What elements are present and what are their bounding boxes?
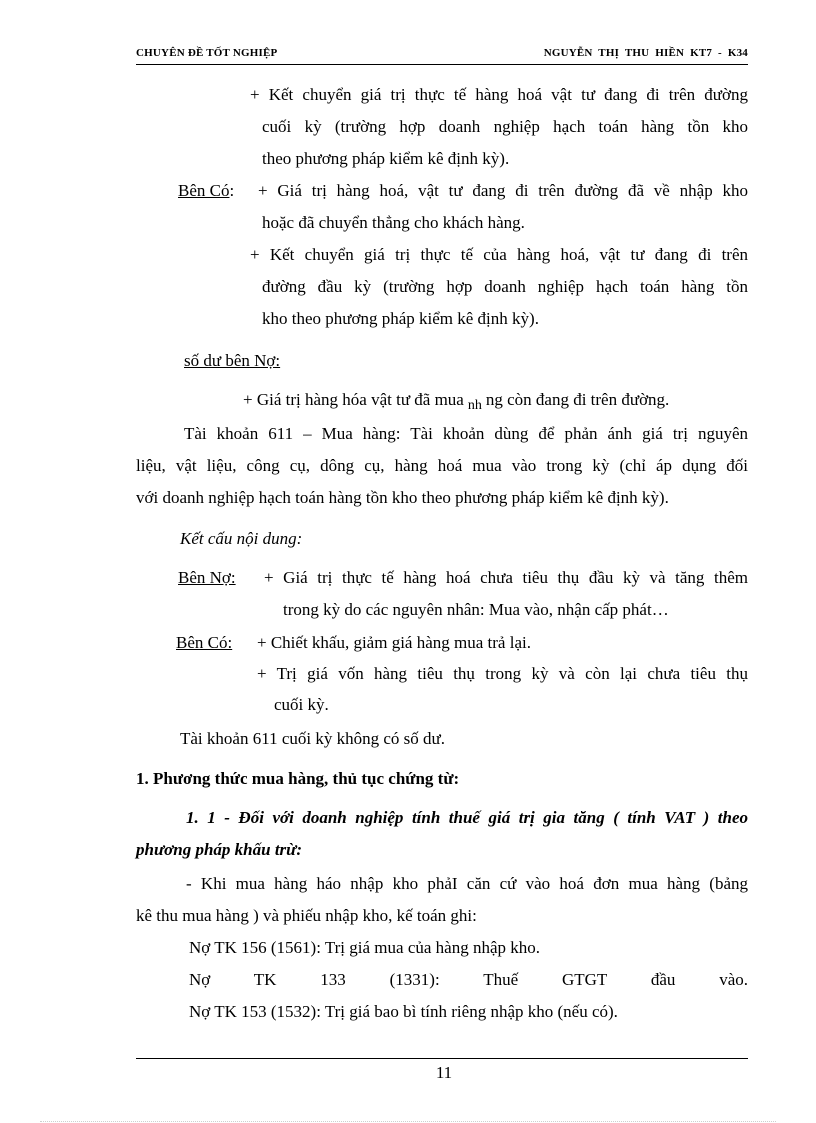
so-du-part-1: + Giá trị hàng hóa vật tư đã mua: [243, 390, 464, 409]
so-du-line: [243, 389, 669, 413]
ben-co-611-line-2: + Trị giá vốn hàng tiêu thụ trong kỳ và còn lại chưa tiêu thụ: [257, 664, 748, 683]
ben-co-label-1: [178, 180, 234, 202]
footer-rule: [136, 1058, 748, 1059]
tk611-line-2: liệu, vật liệu, công cụ, dông cụ, hàng hoá mua vào trong kỳ (chỉ áp dụng đối: [136, 456, 748, 475]
ben-co-line-1: + Giá trị hàng hoá, vật tư đang đi trên đường đã về nhập kho: [258, 181, 748, 200]
ben-co-label-2: Bên Có:: [176, 633, 233, 652]
page-edge-dots: [40, 1121, 776, 1122]
ben-co-611-line-1: + Chiết khấu, giảm giá hàng mua trả lại.: [257, 633, 531, 652]
transfer-begin-line-3: kho theo phương pháp kiểm kê định kỳ).: [262, 309, 539, 328]
ben-no-line-2: trong kỳ do các nguyên nhân: Mua vào, nhận cấp phát…: [283, 600, 669, 619]
section-heading: 1. Phương thức mua hàng, thủ tục chứng từ:: [136, 769, 460, 788]
page-number: 11: [435, 1063, 453, 1082]
so-du-sub: nh: [467, 398, 482, 413]
header-rule: [136, 64, 748, 65]
subsection-heading-line-2: phương pháp khấu trừ:: [136, 840, 303, 859]
ket-cau-heading: Kết cấu nội dung:: [180, 529, 303, 548]
ben-co-line-2: hoặc đã chuyển thẳng cho khách hàng.: [262, 213, 525, 232]
so-du-label: số dư bên Nợ:: [184, 351, 281, 370]
ben-no-line-1: + Giá trị thực tế hàng hoá chưa tiêu thụ đầu kỳ và tăng thêm: [264, 568, 748, 587]
journal-entry-2: Nợ TK 133 (1331): Thuế GTGT đầu vào.: [189, 970, 748, 989]
header-right: NGUYỄN THỊ THU HIỀN KT7 - K34: [543, 47, 748, 59]
subsection-heading-line-1: 1. 1 - Đối với doanh nghiệp tính thuế giá trị gia tăng ( tính VAT ) theo: [186, 808, 748, 827]
ben-co-text: Bên Có: [178, 181, 230, 200]
ben-co-colon: :: [229, 181, 235, 200]
transfer-begin-line-2: đường đầu kỳ (trường hợp doanh nghiệp hạch toán hàng tồn: [262, 277, 748, 296]
journal-entry-1: Nợ TK 156 (1561): Trị giá mua của hàng nhập kho.: [189, 938, 540, 957]
tk611-line-1: Tài khoản 611 – Mua hàng: Tài khoản dùng để phản ánh giá trị nguyên: [184, 424, 748, 443]
transfer-end-line-1: + Kết chuyển giá trị thực tế hàng hoá vật tư đang đi trên đường: [250, 85, 748, 104]
so-du-part-2: ng còn đang đi trên đường.: [485, 390, 670, 409]
ben-no-label: Bên Nợ:: [178, 568, 236, 587]
transfer-end-line-3: theo phương pháp kiểm kê định kỳ).: [262, 149, 510, 168]
purchase-para-line-1: - Khi mua hàng háo nhập kho phảI căn cứ vào hoá đơn mua hàng (bảng: [186, 874, 748, 893]
journal-entry-3: Nợ TK 153 (1532): Trị giá bao bì tính riêng nhập kho (nếu có).: [189, 1002, 618, 1021]
purchase-para-line-2: kê thu mua hàng ) và phiếu nhập kho, kế toán ghi:: [136, 906, 477, 925]
tk611-line-3: với doanh nghiệp hạch toán hàng tồn kho theo phương pháp kiểm kê định kỳ).: [136, 488, 669, 507]
header-left: CHUYÊN ĐỀ TỐT NGHIỆP: [136, 47, 278, 59]
no-balance-note: Tài khoản 611 cuối kỳ không có số dư.: [180, 729, 445, 748]
transfer-begin-line-1: + Kết chuyển giá trị thực tế của hàng hoá, vật tư đang đi trên: [250, 245, 748, 264]
ben-co-611-line-3: cuối kỳ.: [274, 695, 329, 714]
transfer-end-line-2: cuối kỳ (trường hợp doanh nghiệp hạch toán hàng tồn kho: [262, 117, 748, 136]
